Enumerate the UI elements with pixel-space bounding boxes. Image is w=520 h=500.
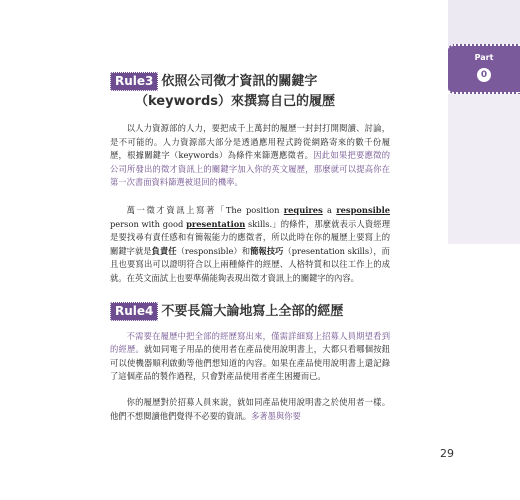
rule4-heading [110,302,390,322]
rule3-heading [110,72,390,112]
rule3-p1-text: 以人力資源部的人力，要把成千上萬封的履歷一封封打開閱讀、討論，是不可能的。人力資源部大部分是透過應用程式跨從網路寄來的數千份履歷，根據關鍵字（keywords）為條件來篩選應徵者。 [110,123,390,161]
rule3-p1-emphasis: 因此如果把要應徵的公司所發出的徵才資訊上的關鍵字加入你的英文履歷，那麼就可以提高你在第一次書面資料篩選被退回的機率。 [110,150,390,188]
keyword-responsible-zh: 負責任 [151,245,177,256]
rule4-paragraph-2 [110,396,390,423]
page-number: 29 [440,447,454,460]
rule3-paragraph-1 [110,122,390,190]
rule4-p2-text: 你的履歷對於招募人員來說，就如同產品使用說明書之於使用者一樣。他們不想閱讀他們覺得不必要的資訊。 [110,396,390,421]
part-label: Part [474,53,494,62]
rule4-p2-emphasis: 多著墨與你要 [251,410,301,421]
rule4-paragraph-1 [110,330,390,384]
rule4-badge: Rule4 [110,302,158,321]
page-content [110,72,390,423]
part-number: 0 [477,68,491,82]
rule4-p1-emphasis: 不需要在履歷中把全部的經歷寫出來，僅需詳細寫上招募人員期望看到的經歷。 [110,330,390,355]
rule3-title-line2: （keywords）來撰寫自己的履歷 [135,94,335,109]
part-tab [448,44,520,94]
rule3-p2-text-a: 萬一徵才資訊上寫著「The position [126,204,284,215]
rule3-p2-text-b: a [322,204,337,215]
keyword-presentation: presentation [186,218,246,229]
keyword-presentation-skills-zh: 簡報技巧 [250,245,284,256]
rule4-p1-text: 就如同電子用品的使用者在產品使用說明書上，大都只看哪個按鈕可以使機器順利啟動等他們想知道的內容。如果在產品使用說明書上還記錄了這個產品的製作過程，只會對產品使用者產生困擾而已。 [110,344,390,382]
rule3-paragraph-2 [110,204,390,286]
rule3-p2-text-d: skills.」的條件，那麼就表示人資經理是要找尋有責任感和有簡報能力的應徵者，所以此時在你的履歷上要寫上的關鍵字就是 [110,218,390,256]
rule3-p2-text-f: （presentation skills），而且也要寫出可以證明符合以上兩種條件的經歷、人格特質和以往工作上的成就。在英文面試上也要準備能夠表現出徵才資訊上的關鍵字的內容。 [110,245,390,283]
rule3-badge: Rule3 [110,72,158,91]
rule3-title-line1: 依照公司徵才資訊的關鍵字 [161,74,318,89]
keyword-responsible: responsible [336,204,390,215]
keyword-requires: requires [283,204,323,215]
rule4-title: 不要長篇大論地寫上全部的經歷 [161,303,344,319]
rule3-p2-text-c: person with good [110,218,187,229]
side-strip-low [448,94,520,244]
rule3-p2-text-e: （responsible）和 [176,245,251,256]
